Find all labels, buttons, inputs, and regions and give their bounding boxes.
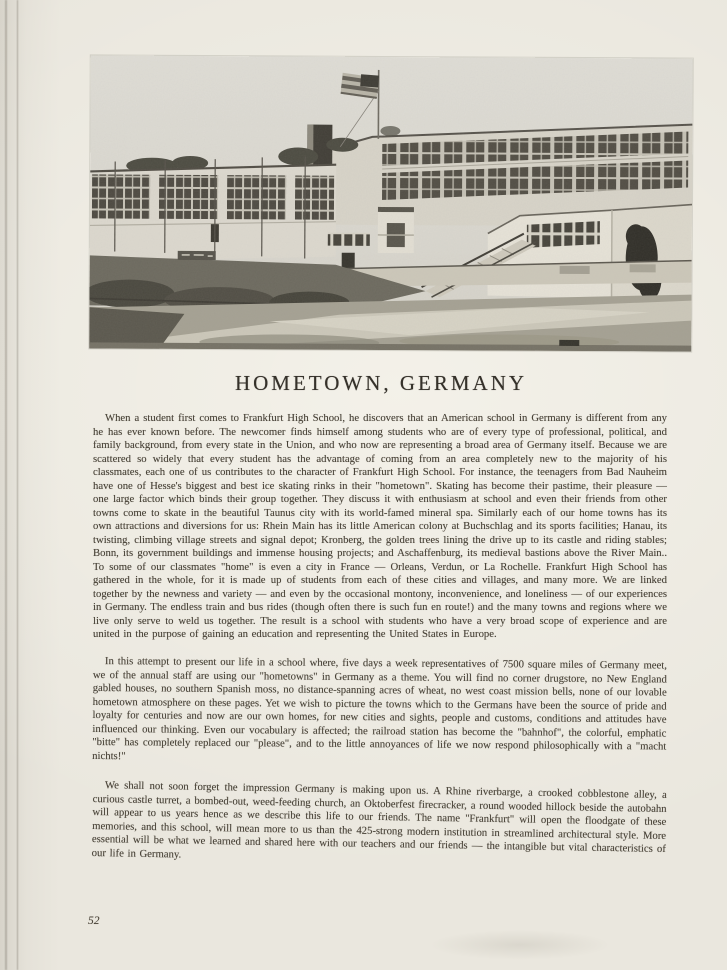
page-title: HOMETOWN, GERMANY <box>234 371 528 395</box>
binding-crease-inner <box>17 0 18 970</box>
school-photo-illustration <box>89 55 693 351</box>
article-body <box>93 412 667 873</box>
paragraph-3: We shall not soon forget the impression Germany is making upon us. A Rhine riverbarge, a crooked cobblestone alley, a curious castle turret, a bombed-out, weed-feeding church, an Oktoberfest firecracker, a round wooded hillock beside the autobahn will appear to us years hence as we describe this life to our friends. The name "Frankfurt" will open the floodgate of these memories, and this school, will mean more to us than the 425-strong modern institution in streamlined architectural style. More essential will be what we learned and shared here with our teachers and our friends — the intangible but vital characteristics of our life in Germany. <box>91 778 667 860</box>
binding-crease <box>5 0 7 970</box>
school-photo <box>89 55 693 351</box>
scan-smudge <box>430 930 610 960</box>
paragraph-2: In this attempt to present our life in a school where, five days a week representatives of 7500 square miles of Germany meet, we of the annual staff are using our "hometowns" in Germany as a theme. You will find no corner drugstore, no New England gabled houses, no southern Spanish moss, no distance-spanning acres of wheat, no west coast mission bells, none of our lovable hometown atmosphere on these pages. Yet we wish to picture the towns which to the Germans have been the source of pride and loyalty for centuries and now are our own homes, for new cities and sights, people and customs, conditions and attitudes have influenced our thinking. Even our vocabulary is affected; the railroad station has become the "bahnhof", the colorful, emphatic "bitte" has completely replaced our "please", and to the little annoyances of life we now respond philosophically with a "macht nichts!" <box>92 654 667 762</box>
photo-grain <box>89 55 693 351</box>
page-number: 52 <box>88 915 100 927</box>
paragraph-1: When a student first comes to Frankfurt High School, he discovers that an American school in Germany is different from any he has ever known before. The newcomer finds himself among students who are of every type of professional, political, and family background, from every state in the Union, and who now are representing a broad area of Germany itself. Because we are scattered so widely that every student has the advantage of coming from an area completely new to the majority of his classmates, each one of us contributes to the character of Frankfurt High School. For instance, the teenagers from Bad Nauheim have one of Hesse's biggest and best ice skating rinks in their "hometown". Skating has become their pastime, their pleasure — one large factor which binds their group together. They discuss it with enthusiasm at school and even their friends from other towns come to skate in the beautiful Taunus city with its world-famed mineral spa. Similarly each of our home towns has its own attractions and diversions for us: Rhein Main has its little American colony at Buchschlag and its sports facilities; Hanau, its twisting, climbing village streets and signal depot; Kronberg, the golden trees lining the drive up to its castle and riding stables; Bonn, its government buildings and immense housing projects; and Aschaffenburg, its medieval bastions above the River Main.. To some of our classmates "home" is even a city in France — Orleans, Verdun, or La Rochelle. Frankfurt High School has gathered in the whole, for it is made up of students from each of these cities and villages, and many more. We are linked together by the newness and variety — and even by the occasional montony, inconvenience, and loneliness — of our experiences in Germany. The endless train and bus rides (though often there is such fun en route!) and the many towns and regions where we live only serve to weld us together. The result is a school with students who have a very broad scope of experience and are united in the purpose of gaining an education and representing the United States in Europe. <box>93 412 667 640</box>
